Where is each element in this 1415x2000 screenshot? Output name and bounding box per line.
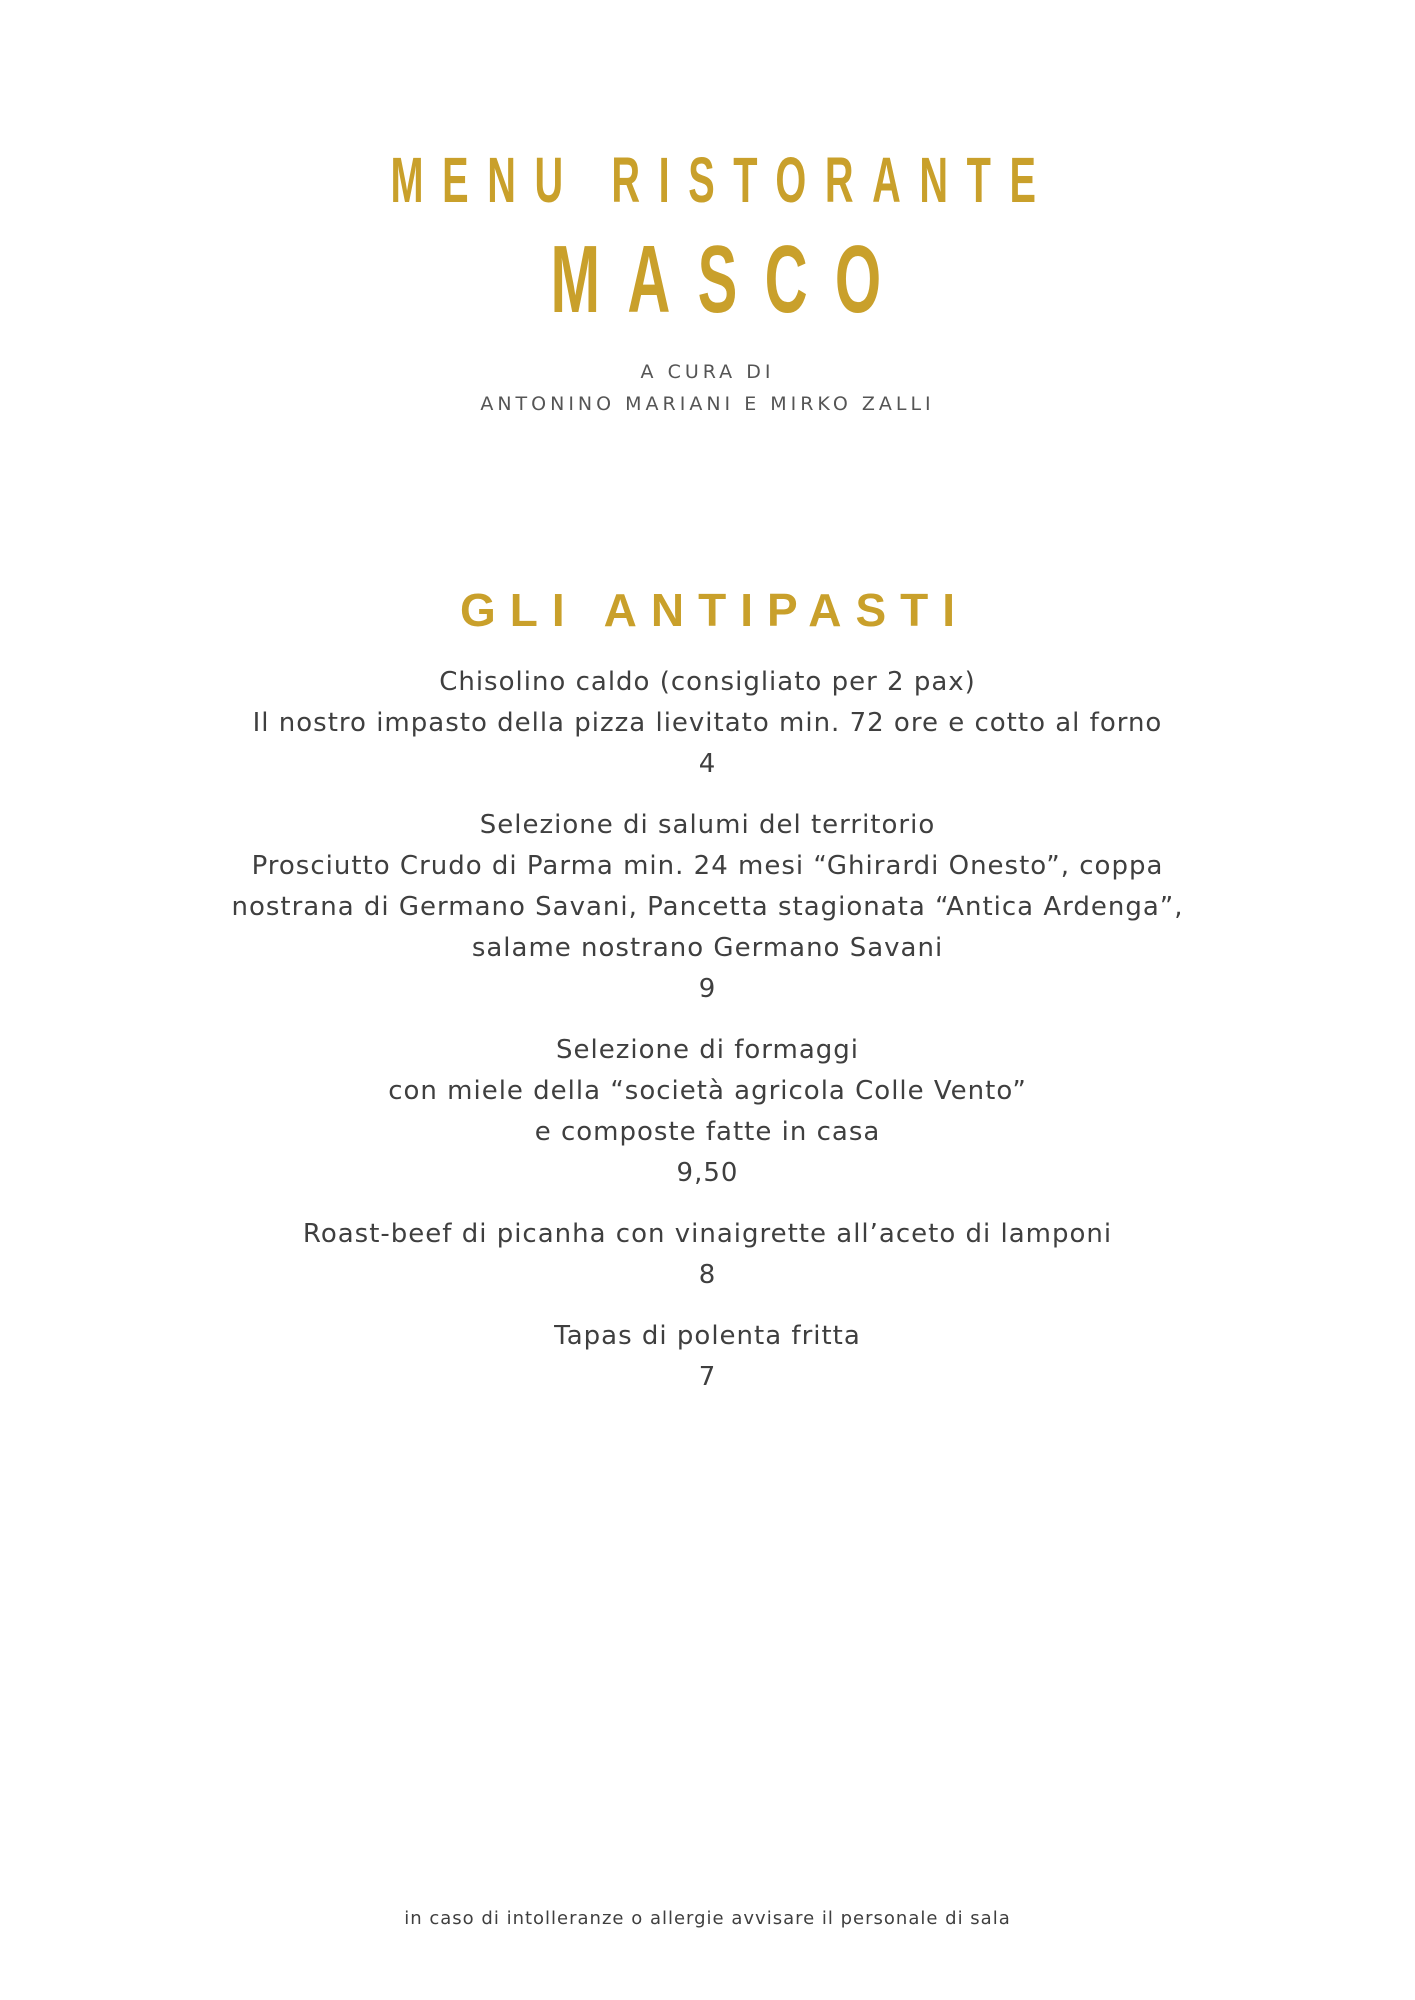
antipasti-section xyxy=(0,580,1415,1418)
item-price: 9 xyxy=(698,974,717,1004)
section-title: GLI ANTIPASTI xyxy=(459,584,970,636)
menu-item xyxy=(0,1214,1415,1296)
menu-item xyxy=(0,1316,1415,1398)
item-price: 7 xyxy=(698,1362,717,1392)
curated-by-label: A CURA DI xyxy=(640,361,775,383)
item-name: Chisolino caldo (consigliato per 2 pax) xyxy=(439,667,976,697)
authors-names: ANTONINO MARIANI E MIRKO ZALLI xyxy=(480,393,935,415)
menu-item xyxy=(0,805,1415,1010)
menu-item xyxy=(0,662,1415,785)
allergy-note: in caso di intolleranze o allergie avvisare il personale di sala xyxy=(404,1908,1011,1929)
menu-item xyxy=(0,1030,1415,1194)
item-name: Selezione di salumi del territorio xyxy=(479,810,936,840)
item-price: 4 xyxy=(698,749,717,779)
item-price: 9,50 xyxy=(676,1158,739,1188)
item-description: e composte fatte in casa xyxy=(534,1117,881,1147)
restaurant-name: MASCO xyxy=(550,226,909,333)
item-name: Tapas di polenta fritta xyxy=(554,1321,861,1351)
item-description: Il nostro impasto della pizza lievitato min. 72 ore e cotto al forno xyxy=(252,708,1163,738)
menu-header xyxy=(0,140,1415,420)
item-description: salame nostrano Germano Savani xyxy=(471,933,944,963)
menu-title: MENU RISTORANTE xyxy=(390,144,1055,216)
item-description: Prosciutto Crudo di Parma min. 24 mesi “Ghirardi Onesto”, coppa xyxy=(251,851,1164,881)
item-name: Roast-beef di picanha con vinaigrette all’aceto di lamponi xyxy=(302,1219,1113,1249)
item-description: nostrana di Germano Savani, Pancetta stagionata “Antica Ardenga”, xyxy=(231,892,1184,922)
item-price: 8 xyxy=(698,1260,717,1290)
item-description: con miele della “società agricola Colle Vento” xyxy=(388,1076,1027,1106)
curated-by-block xyxy=(0,356,1415,420)
item-name: Selezione di formaggi xyxy=(555,1035,859,1065)
